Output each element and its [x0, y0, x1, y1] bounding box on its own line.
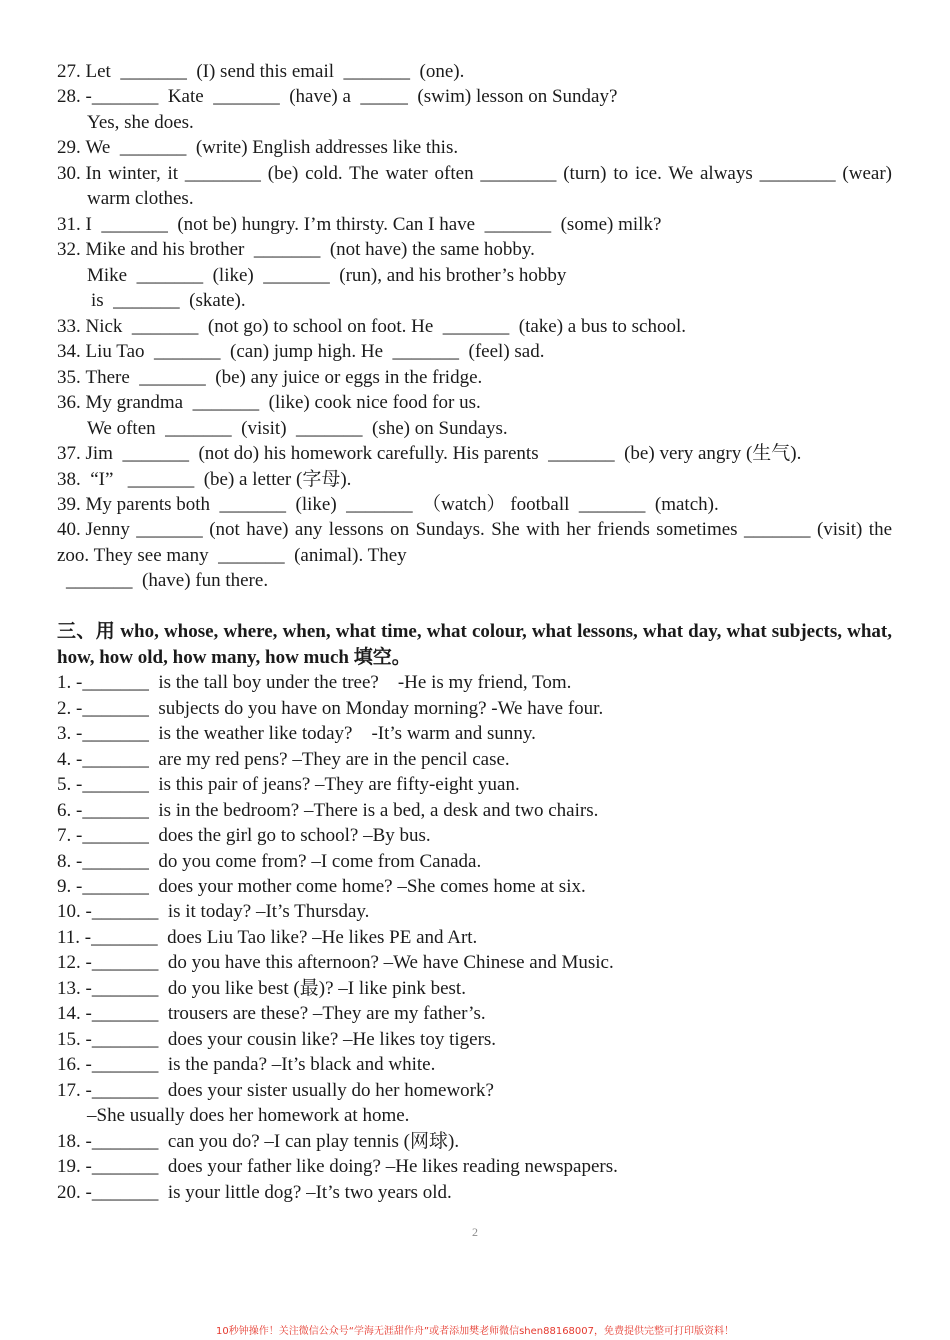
- question-text: -_______ trousers are these? –They are my father’s.: [85, 1003, 486, 1025]
- section-spacer: [57, 594, 892, 619]
- question-text: -_______ do you come from? –I come from Canada.: [76, 850, 482, 872]
- question-30-line-2: warm clothes.: [87, 188, 194, 210]
- question-number: 30.: [57, 162, 81, 184]
- question-text: Mike and his brother _______ (not have) the same hobby.: [85, 239, 535, 261]
- question-text: My grandma _______ (like) cook nice food for us.: [85, 392, 481, 414]
- question-text: -_______ is this pair of jeans? –They are fifty-eight yuan.: [76, 774, 520, 796]
- question-number: 13.: [57, 977, 81, 999]
- wh-question-9: [57, 874, 892, 899]
- question-number: 37.: [57, 443, 81, 465]
- question-number: 12.: [57, 952, 81, 974]
- question-number: 15.: [57, 1028, 81, 1050]
- worksheet-page: [57, 59, 892, 1205]
- question-text: -_______ is the tall boy under the tree? -He is my friend, Tom.: [76, 672, 572, 694]
- wh-question-10: [57, 899, 892, 924]
- wh-question-17: [57, 1078, 892, 1103]
- question-number: 33.: [57, 315, 81, 337]
- question-number: 16.: [57, 1054, 81, 1076]
- wh-question-13: [57, 976, 892, 1001]
- question-text: -_______ are my red pens? –They are in the pencil case.: [76, 748, 510, 770]
- question-text: -_______ is your little dog? –It’s two years old.: [85, 1181, 452, 1203]
- question-number: 17.: [57, 1079, 81, 1101]
- wh-question-16: [57, 1052, 892, 1077]
- question-text: Let _______ (I) send this email _______ (one).: [85, 61, 465, 82]
- question-number: 1.: [57, 672, 72, 694]
- question-number: 38.: [57, 468, 81, 490]
- wh-question-20: [57, 1180, 892, 1205]
- question-36-line-2: We often _______ (visit) _______ (she) on Sundays.: [87, 417, 508, 439]
- question-number: 28.: [57, 86, 81, 108]
- question-33: [57, 314, 892, 339]
- wh-question-17-line-2: –She usually does her homework at home.: [87, 1105, 410, 1127]
- question-text: -_______ is the weather like today? -It’s warm and sunny.: [76, 723, 536, 745]
- wh-question-4: [57, 747, 892, 772]
- question-text: In winter, it ________ (be) cold. The water often ________ (turn) to ice. We always ________ (wear): [85, 162, 892, 184]
- question-text: We _______ (write) English addresses like this.: [85, 137, 459, 159]
- question-number: 10.: [57, 901, 81, 923]
- question-text: “I” _______ (be) a letter (字母).: [85, 468, 352, 490]
- question-number: 7.: [57, 825, 72, 847]
- question-text: -_______ does your cousin like? –He likes toy tigers.: [85, 1028, 497, 1050]
- question-text: -_______ does your mother come home? –She comes home at six.: [76, 876, 586, 897]
- question-text: My parents both _______ (like) _______ （watch） football _______ (match).: [85, 493, 719, 515]
- section-3-instruction-line-1: 三、用 who, whose, where, when, what time, what colour, what lessons, what day, what subjects, what,: [57, 621, 892, 643]
- question-number: 3.: [57, 723, 72, 745]
- question-text: -_______ does the girl go to school? –By bus.: [76, 825, 431, 847]
- question-37: [57, 441, 892, 466]
- question-32-line-3: is _______ (skate).: [91, 290, 246, 312]
- page-number: 2: [472, 1225, 478, 1239]
- question-text: Jim _______ (not do) his homework carefully. His parents _______ (be) very angry (生气).: [85, 443, 802, 465]
- question-text: I _______ (not be) hungry. I’m thirsty. Can I have _______ (some) milk?: [85, 213, 662, 235]
- question-number: 35.: [57, 366, 81, 388]
- question-27: [57, 59, 892, 84]
- question-number: 19.: [57, 1156, 81, 1178]
- question-number: 39.: [57, 493, 81, 515]
- question-34: [57, 339, 892, 364]
- question-40-line-2: zoo. They see many _______ (animal). They: [57, 544, 407, 566]
- question-35: [57, 365, 892, 390]
- question-31: [57, 212, 892, 237]
- question-36: [57, 390, 892, 415]
- question-text: -_______ is it today? –It’s Thursday.: [85, 901, 370, 923]
- question-number: 14.: [57, 1003, 81, 1025]
- question-32-line-2: Mike _______ (like) _______ (run), and his brother’s hobby: [87, 264, 567, 286]
- question-number: 4.: [57, 748, 72, 770]
- question-39: [57, 492, 892, 517]
- wh-question-1: [57, 670, 892, 695]
- question-text: -_______ do you have this afternoon? –We have Chinese and Music.: [85, 952, 614, 974]
- question-number: 9.: [57, 876, 72, 897]
- question-40: [57, 517, 892, 542]
- wh-question-14: [57, 1001, 892, 1026]
- wh-question-7: [57, 823, 892, 848]
- wh-question-5: [57, 772, 892, 797]
- wh-question-15: [57, 1027, 892, 1052]
- question-number: 20.: [57, 1181, 81, 1203]
- question-text: Liu Tao _______ (can) jump high. He _______ (feel) sad.: [85, 341, 545, 363]
- question-number: 2.: [57, 697, 72, 719]
- question-text: There _______ (be) any juice or eggs in the fridge.: [85, 366, 483, 388]
- wh-question-8: [57, 849, 892, 874]
- wh-question-11: [57, 925, 892, 950]
- wh-question-6: [57, 798, 892, 823]
- question-number: 31.: [57, 213, 81, 235]
- question-number: 40.: [57, 519, 81, 541]
- wh-question-3: [57, 721, 892, 746]
- wh-question-12: [57, 950, 892, 975]
- question-number: 34.: [57, 341, 81, 363]
- question-number: 11.: [57, 926, 81, 948]
- question-text: -_______ can you do? –I can play tennis (网球).: [85, 1130, 460, 1152]
- question-number: 29.: [57, 137, 81, 159]
- question-text: Nick _______ (not go) to school on foot. He _______ (take) a bus to school.: [85, 315, 687, 337]
- question-text: Jenny _______ (not have) any lessons on Sundays. She with her friends sometimes _______ (visit) the: [85, 519, 892, 541]
- question-text: -_______ do you like best (最)? –I like pink best.: [85, 977, 466, 999]
- question-number: 18.: [57, 1130, 81, 1152]
- wh-question-19: [57, 1154, 892, 1179]
- question-text: -_______ Kate _______ (have) a _____ (swim) lesson on Sunday?: [85, 86, 618, 108]
- question-text: -_______ is the panda? –It’s black and white.: [85, 1054, 436, 1076]
- question-text: -_______ does Liu Tao like? –He likes PE and Art.: [84, 926, 478, 948]
- footer-promo-note: 10秒钟操作！关注微信公众号“学海无涯甜作舟”或者添加樊老师微信shen88168007，免费提供完整可打印版资料！: [215, 1326, 735, 1337]
- question-number: 36.: [57, 392, 81, 414]
- wh-question-2: [57, 696, 892, 721]
- question-number: 8.: [57, 850, 72, 872]
- question-text: -_______ subjects do you have on Monday morning? -We have four.: [76, 697, 604, 719]
- question-text: -_______ does your father like doing? –He likes reading newspapers.: [85, 1156, 618, 1178]
- question-32: [57, 237, 892, 262]
- question-number: 5.: [57, 774, 72, 796]
- question-number: 6.: [57, 799, 72, 821]
- question-number: 32.: [57, 239, 81, 261]
- question-38: [57, 467, 892, 492]
- question-40-line-3: _______ (have) fun there.: [66, 570, 269, 592]
- section-3-instruction-line-2: how, how old, how many, how much 填空。: [57, 646, 411, 668]
- question-number: 27.: [57, 61, 81, 82]
- question-30: [57, 161, 892, 186]
- question-text: -_______ is in the bedroom? –There is a bed, a desk and two chairs.: [76, 799, 599, 821]
- wh-question-18: [57, 1129, 892, 1154]
- question-29: [57, 135, 892, 160]
- question-28-line-2: Yes, she does.: [87, 111, 194, 133]
- question-text: -_______ does your sister usually do her homework?: [85, 1079, 494, 1101]
- question-28: [57, 84, 892, 109]
